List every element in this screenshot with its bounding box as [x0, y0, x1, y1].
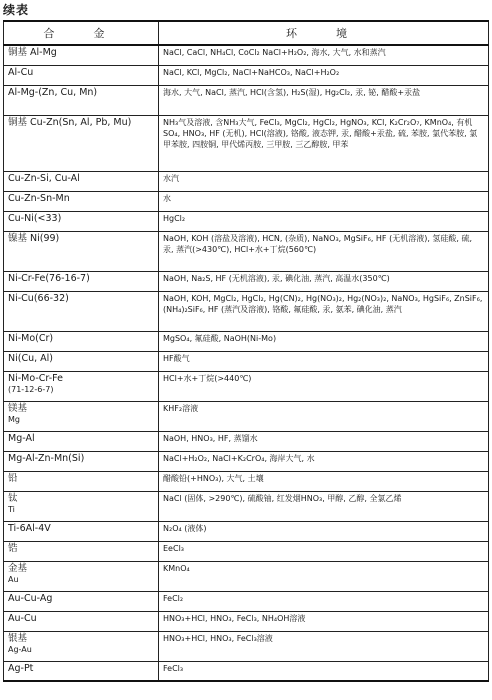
- alloy-cell: [4, 371, 159, 401]
- table-body: [4, 45, 489, 681]
- environment-cell: KMnO₄: [159, 561, 489, 591]
- table-row: [4, 271, 489, 291]
- environment-cell: FeCl₃: [159, 661, 489, 681]
- table-row: [4, 631, 489, 661]
- alloy-cell: [4, 471, 159, 491]
- alloy-name: Al-Cu: [8, 66, 34, 78]
- alloy-environment-table: [3, 20, 489, 682]
- alloy-cell: [4, 191, 159, 211]
- environment-cell: FeCl₂: [159, 591, 489, 611]
- alloy-subname: Ti: [8, 504, 15, 514]
- alloy-name: 银基: [8, 632, 28, 644]
- table-row: [4, 231, 489, 271]
- table-header-row: [4, 21, 489, 45]
- alloy-subname: Mg: [8, 414, 20, 424]
- alloy-name: 金基: [8, 562, 28, 574]
- alloy-name: 铜基 Al-Mg: [8, 47, 57, 58]
- environment-cell: 水汽: [159, 171, 489, 191]
- environment-cell: HF酸气: [159, 351, 489, 371]
- alloy-name: 铜基 Cu-Zn(Sn, Al, Pb, Mu): [8, 116, 132, 128]
- alloy-name: Ni-Mo-Cr-Fe: [8, 372, 63, 384]
- alloy-cell: [4, 291, 159, 331]
- table-row: [4, 191, 489, 211]
- table-row: [4, 471, 489, 491]
- environment-cell: N₂O₄ (液体): [159, 521, 489, 541]
- alloy-cell: [4, 541, 159, 561]
- alloy-name: 锆: [8, 542, 18, 554]
- environment-cell: 海水, 大气, NaCl, 蒸汽, HCl(含氢), H₂S(湿), Hg₂Cl₂, 汞, 铋, 醋酸+汞盐: [159, 85, 489, 115]
- header-alloy: 合 金: [4, 21, 159, 45]
- table-row: [4, 115, 489, 171]
- environment-cell: NaCl (固体, >290℃), 硫酸铀, 红发烟HNO₃, 甲醇, 乙醇, 全氯乙烯: [159, 491, 489, 521]
- environment-cell: HgCl₂: [159, 211, 489, 231]
- table-row: [4, 611, 489, 631]
- alloy-cell: [4, 231, 159, 271]
- alloy-cell: [4, 591, 159, 611]
- table-row: [4, 451, 489, 471]
- alloy-name: Au-Cu: [8, 612, 37, 624]
- table-row: [4, 491, 489, 521]
- environment-cell: HNO₃+HCl, HNO₃, FeCl₃, NH₄OH溶液: [159, 611, 489, 631]
- alloy-cell: [4, 611, 159, 631]
- alloy-subname: (71-12-6-7): [8, 384, 54, 394]
- alloy-cell: [4, 211, 159, 231]
- alloy-name: Ni-Cr-Fe(76-16-7): [8, 272, 90, 284]
- environment-cell: HNO₃+HCl, HNO₃, FeCl₃溶液: [159, 631, 489, 661]
- alloy-name: 镍基 Ni(99): [8, 232, 60, 244]
- table-row: [4, 351, 489, 371]
- alloy-name: Ni-Mo(Cr): [8, 332, 54, 344]
- environment-cell: 水: [159, 191, 489, 211]
- alloy-subname: Ag-Au: [8, 644, 32, 654]
- environment-cell: KHF₂溶液: [159, 401, 489, 431]
- table-row: [4, 431, 489, 451]
- environment-cell: MgSO₄, 氟硅酸, NaOH(Ni-Mo): [159, 331, 489, 351]
- table-row: [4, 211, 489, 231]
- table-row: [4, 561, 489, 591]
- table-row: [4, 291, 489, 331]
- alloy-cell: [4, 661, 159, 681]
- alloy-cell: [4, 45, 159, 65]
- alloy-cell: [4, 491, 159, 521]
- alloy-cell: [4, 115, 159, 171]
- alloy-name: Ni-Cu(66-32): [8, 292, 69, 304]
- table-row: [4, 85, 489, 115]
- alloy-cell: [4, 85, 159, 115]
- table-row: [4, 401, 489, 431]
- alloy-name: Au-Cu-Ag: [8, 592, 53, 604]
- table-row: [4, 541, 489, 561]
- alloy-name: Mg-Al-Zn-Mn(Si): [8, 452, 85, 464]
- table-row: [4, 65, 489, 85]
- alloy-name: 钛: [8, 492, 18, 504]
- table-row: [4, 521, 489, 541]
- table-row: [4, 331, 489, 351]
- page-label: 续表: [3, 3, 30, 17]
- alloy-name: Ag-Pt: [8, 662, 34, 674]
- alloy-cell: [4, 171, 159, 191]
- table-row: [4, 45, 489, 65]
- environment-cell: NaOH, Na₂S, HF (无机溶液), 汞, 碘化油, 蒸汽, 高温水(350℃): [159, 271, 489, 291]
- alloy-name: Ti-6Al-4V: [8, 522, 51, 534]
- alloy-cell: [4, 65, 159, 85]
- environment-cell: NaCl, CaCl, NH₄Cl, CoCl₂ NaCl+H₂O₂, 海水, 大气, 水和蒸汽: [159, 45, 489, 65]
- environment-cell: NH₃气及溶液, 含NH₃大气, FeCl₃, MgCl₂, HgCl₂, HgNO₃, KCl, K₂Cr₂O₇, KMnO₄, 有机SO₄, HNO₃, HF (无机), HCl(溶液), 铬酸, 液态钾, 汞, 醋酸+汞盐, 硫, 苯胺, 氯代苯胺, 氯甲苯胺, 四胺铜, 甲代烯丙胺, 三甲胺, 三乙醇胺, 甲苯: [159, 115, 489, 171]
- alloy-cell: [4, 451, 159, 471]
- header-environment: 环 境: [159, 21, 489, 45]
- alloy-cell: [4, 631, 159, 661]
- alloy-cell: [4, 561, 159, 591]
- table-row: [4, 591, 489, 611]
- alloy-name: Cu-Zn-Sn-Mn: [8, 192, 70, 204]
- alloy-cell: [4, 331, 159, 351]
- alloy-cell: [4, 271, 159, 291]
- table-row: [4, 171, 489, 191]
- table-row: [4, 371, 489, 401]
- environment-cell: NaOH, KOH (溶盐及溶液), HCN, (杂质), NaNO₃, MgSiF₆, HF (无机溶液), 氢硅酸, 硫, 汞, 蒸汽(>430℃), HCl+水+丁烷(560℃): [159, 231, 489, 271]
- alloy-name: Mg-Al: [8, 432, 35, 444]
- environment-cell: NaCl, KCl, MgCl₂, NaCl+NaHCO₃, NaCl+H₂O₂: [159, 65, 489, 85]
- alloy-name: Cu-Ni(<33): [8, 212, 62, 224]
- environment-cell: EeCl₃: [159, 541, 489, 561]
- alloy-cell: [4, 521, 159, 541]
- alloy-cell: [4, 401, 159, 431]
- alloy-subname: Au: [8, 574, 19, 584]
- environment-cell: 醋酸铅(+HNO₃), 大气, 土壤: [159, 471, 489, 491]
- environment-cell: NaOH, KOH, MgCl₂, HgCl₂, Hg(CN)₂, Hg(NO₃)₂, Hg₂(NO₃)₂, NaNO₃, HgSiF₆, ZnSiF₆, (NH₄)₂SiF₆, HF (蒸汽及溶液), 铬酸, 氟硅酸, 汞, 氨苯, 碘化油, 蒸汽: [159, 291, 489, 331]
- alloy-name: Al-Mg-(Zn, Cu, Mn): [8, 86, 98, 98]
- table-row: [4, 661, 489, 681]
- alloy-name: Cu-Zn-Si, Cu-Al: [8, 172, 80, 184]
- alloy-cell: [4, 431, 159, 451]
- alloy-cell: [4, 351, 159, 371]
- alloy-name: 铅: [8, 472, 18, 484]
- alloy-name: 镁基: [8, 402, 28, 414]
- environment-cell: NaOH, HNO₃, HF, 蒸馏水: [159, 431, 489, 451]
- environment-cell: NaCl+H₂O₂, NaCl+K₂CrO₄, 海岸大气, 水: [159, 451, 489, 471]
- alloy-name: Ni(Cu, Al): [8, 352, 53, 364]
- environment-cell: HCl+水+丁烷(>440℃): [159, 371, 489, 401]
